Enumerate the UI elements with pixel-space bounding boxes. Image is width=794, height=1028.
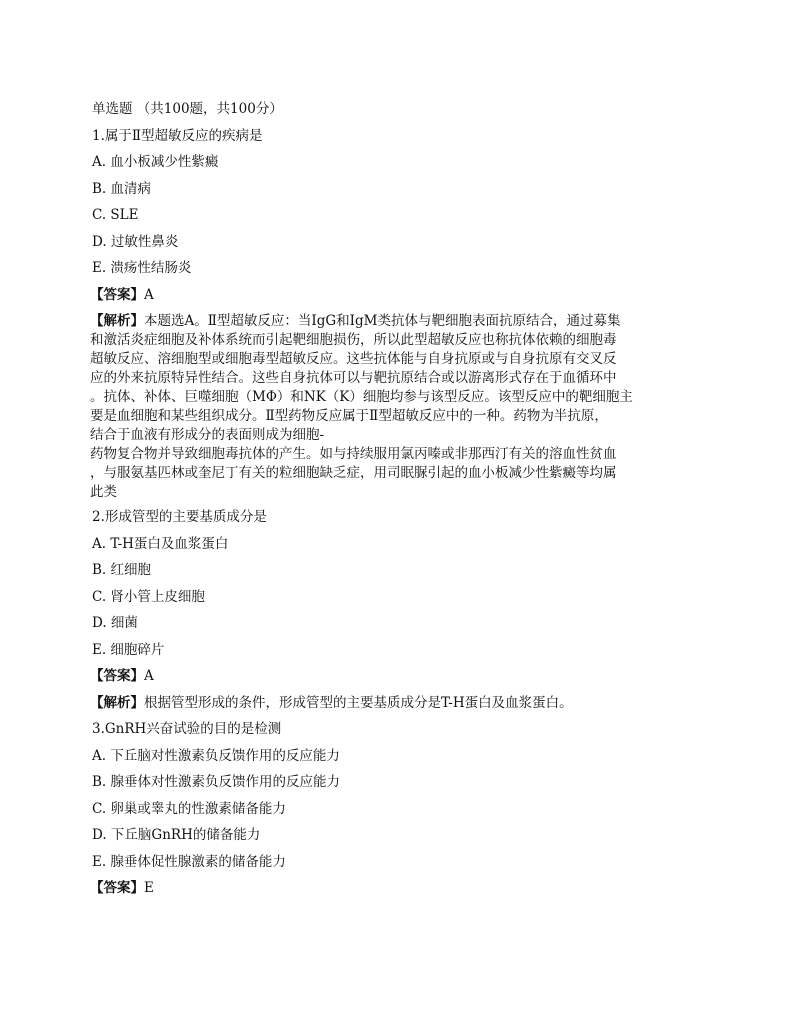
- analysis-line: 药物复合物并导致细胞毒抗体的产生。如与持续服用氯丙嗪或非那西汀有关的溶血性贫血: [90, 446, 617, 462]
- analysis-line: 此类: [90, 484, 117, 500]
- option-d: D. 下丘脑GnRH的储备能力: [92, 827, 261, 843]
- analysis: [90, 690, 712, 717]
- answer-line: [90, 282, 712, 309]
- option-d: D. 细菌: [92, 615, 138, 631]
- option-a: A. 下丘脑对性激素负反馈作用的反应能力: [92, 747, 340, 764]
- analysis-label: 【解析】: [90, 313, 144, 329]
- analysis-label: 【解析】: [90, 694, 144, 711]
- option-b: B. 红细胞: [92, 562, 152, 578]
- question-stem: 1.属于Ⅱ型超敏反应的疾病是: [92, 127, 263, 144]
- analysis-line: 应的外来抗原特异性结合。这些自身抗体可以与靶抗原结合或以游离形式存在于血循环中: [90, 370, 617, 386]
- option-b: B. 腺垂体对性激素负反馈作用的反应能力: [92, 774, 341, 790]
- analysis-line: 超敏反应、溶细胞型或细胞毒型超敏反应。这些抗体能与自身抗原或与自身抗原有交叉反: [90, 351, 617, 367]
- analysis-line: 。抗体、补体、巨噬细胞（MΦ）和NK（K）细胞均参与该型反应。该型反应中的靶细胞主: [90, 389, 633, 405]
- option-e: E. 腺垂体促性腺激素的储备能力: [92, 853, 286, 870]
- question-2: [92, 504, 712, 716]
- option-e: E. 细胞碎片: [92, 641, 165, 658]
- analysis: [90, 312, 712, 502]
- analysis-line: 根据管型形成的条件，形成管型的主要基质成分是T-H蛋白及血浆蛋白。: [144, 694, 573, 711]
- option-c: C. 卵巢或睾丸的性激素储备能力: [92, 800, 286, 817]
- exam-page: [92, 96, 712, 902]
- option-e: E. 溃疡性结肠炎: [92, 260, 192, 276]
- answer-line: [90, 663, 712, 690]
- answer-value: E: [144, 880, 154, 896]
- analysis-line: 要是血细胞和某些组织成分。Ⅱ型药物反应属于Ⅱ型超敏反应中的一种。药物为半抗原，: [90, 408, 608, 424]
- question-stem: 2.形成管型的主要基质成分是: [92, 509, 267, 525]
- option-c: C. 肾小管上皮细胞: [92, 588, 205, 605]
- question-3: [92, 716, 712, 902]
- option-a: A. 血小板减少性紫癜: [92, 154, 219, 170]
- option-a: A. T-H蛋白及血浆蛋白: [92, 535, 229, 552]
- answer-value: A: [144, 668, 154, 684]
- answer-line: [90, 875, 712, 902]
- analysis-line: 和激活炎症细胞及补体系统而引起靶细胞损伤，所以此型超敏反应也称抗体依赖的细胞毒: [90, 332, 617, 348]
- option-c: C. SLE: [92, 207, 139, 223]
- answer-label: 【答案】: [90, 880, 144, 896]
- answer-label: 【答案】: [90, 668, 144, 684]
- answer-label: 【答案】: [90, 286, 144, 303]
- analysis-line: ，与服氨基匹林或奎尼丁有关的粒细胞缺乏症，用司眠脲引起的血小板减少性紫癜等均属: [90, 465, 617, 481]
- answer-value: A: [144, 286, 154, 303]
- question-stem: 3.GnRH兴奋试验的目的是检测: [92, 721, 282, 737]
- option-d: D. 过敏性鼻炎: [92, 233, 179, 250]
- analysis-line: 结合于血液有形成分的表面则成为细胞-: [90, 427, 325, 443]
- option-b: B. 血清病: [92, 180, 152, 197]
- analysis-line: 【解析】本题选A。Ⅱ型超敏反应：当IgG和IgM类抗体与靶细胞表面抗原结合，通过募集: [90, 313, 621, 329]
- section-header: 单选题 （共100题，共100分）: [92, 101, 283, 117]
- question-1: [92, 123, 712, 503]
